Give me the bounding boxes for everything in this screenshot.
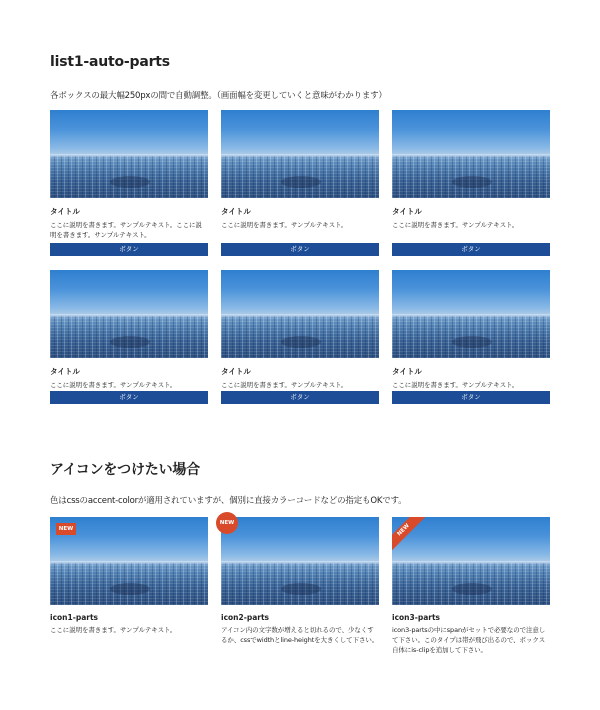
card-2: [221, 110, 379, 253]
card-title: タイトル: [392, 367, 422, 376]
new-badge: NEW: [56, 523, 76, 535]
new-ribbon: NEW: [392, 517, 429, 556]
section-description: 色はcssのaccent-colorが適用されていますが、個別に直接カラーコードなどの指定もOKです。: [50, 496, 407, 506]
card-text: ここに説明を書きます。サンプルテキスト。: [50, 626, 177, 634]
card-4: [50, 270, 208, 401]
new-badge: NEW: [216, 512, 238, 534]
card-title: icon3-parts: [392, 613, 441, 622]
card-title: タイトル: [221, 367, 251, 376]
card-title: icon1-parts: [50, 613, 99, 622]
city-photo: [221, 270, 379, 358]
card-3: [392, 110, 550, 253]
card-button[interactable]: ボタン: [221, 391, 379, 404]
card-text: icon3-partsの中にspanがセットで必要なので注意して下さい。このタイプは帯が飛び出るので、ボックス自体にis-clipを追加して下さい。: [392, 626, 546, 654]
city-photo: [392, 517, 550, 605]
card-text: ここに説明を書きます。サンプルテキスト。: [221, 381, 348, 389]
card-button[interactable]: ボタン: [221, 243, 379, 256]
card-title: icon2-parts: [221, 613, 270, 622]
card-title: タイトル: [50, 367, 80, 376]
card-1: [50, 110, 208, 253]
icon-card-2: [221, 517, 379, 645]
card-title: タイトル: [392, 207, 422, 216]
card-button[interactable]: ボタン: [392, 391, 550, 404]
city-photo: [221, 517, 379, 605]
icon-card-3: [392, 517, 550, 655]
ribbon-clip: [392, 517, 432, 557]
section-title: アイコンをつけたい場合: [50, 462, 200, 478]
card-title: タイトル: [221, 207, 251, 216]
card-button[interactable]: ボタン: [392, 243, 550, 256]
card-text: ここに説明を書きます。サンプルテキスト。: [50, 381, 177, 389]
card-5: [221, 270, 379, 401]
card-text: アイコン内の文字数が増えると切れるので、少なくするか、cssでwidthとline-heightを大きくして下さい。: [221, 626, 379, 644]
city-photo: [221, 110, 379, 198]
card-title: タイトル: [50, 207, 80, 216]
section-description: 各ボックスの最大幅250pxの間で自動調整。（画面幅を変更していくと意味がわかります）: [50, 91, 387, 101]
city-photo: [50, 110, 208, 198]
city-photo: [50, 517, 208, 605]
card-text: ここに説明を書きます。サンプルテキスト。ここに説明を書きます。サンプルテキスト。: [50, 221, 202, 239]
icon-card-1: [50, 517, 208, 635]
card-text: ここに説明を書きます。サンプルテキスト。: [392, 221, 519, 229]
card-button[interactable]: ボタン: [50, 243, 208, 256]
card-6: [392, 270, 550, 401]
city-photo: [392, 110, 550, 198]
card-text: ここに説明を書きます。サンプルテキスト。: [392, 381, 519, 389]
card-button[interactable]: ボタン: [50, 391, 208, 404]
card-text: ここに説明を書きます。サンプルテキスト。: [221, 221, 348, 229]
city-photo: [50, 270, 208, 358]
city-photo: [392, 270, 550, 358]
section-title: list1-auto-parts: [50, 54, 170, 70]
